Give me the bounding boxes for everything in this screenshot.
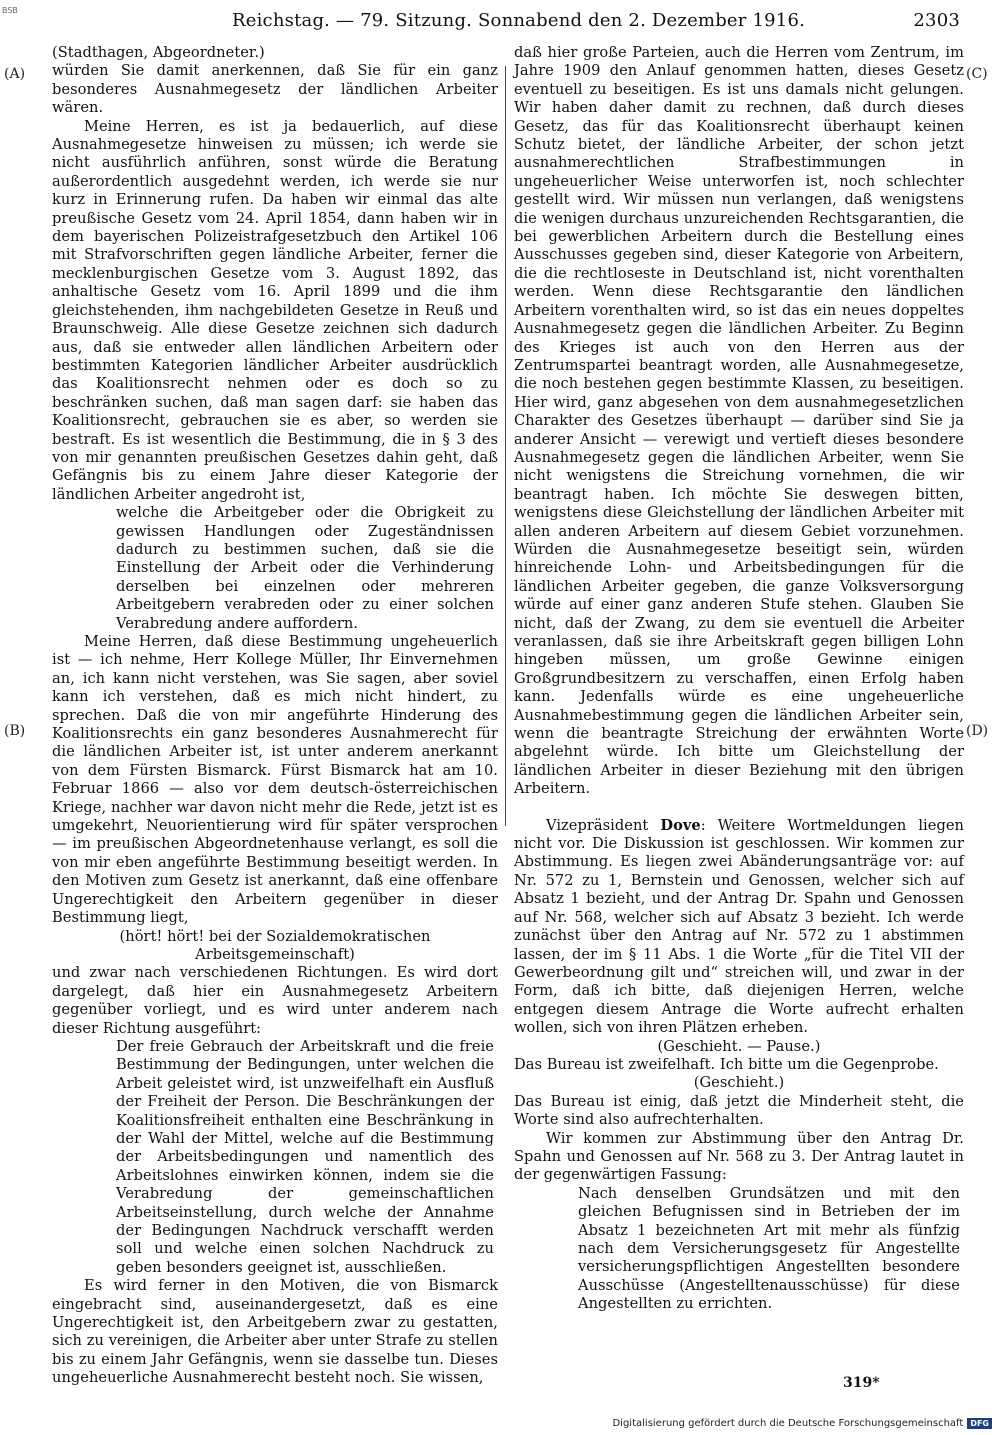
president-statement: [514, 817, 964, 1038]
signature-mark: 319*: [843, 1375, 880, 1391]
left-column: [52, 44, 498, 1388]
header-title: Reichstag. — 79. Sitzung. Sonnabend den 2. Dezember 1916.: [232, 10, 806, 31]
paragraph: Das Bureau ist einig, daß jetzt die Minderheit steht, die Worte sind also aufrechterhalten.: [514, 1092, 964, 1129]
speaker-line: (Stadthagen, Abgeordneter.): [52, 44, 265, 61]
paragraph: Das Bureau ist zweifelhaft. Ich bitte um die Gegenprobe.: [514, 1055, 939, 1073]
margin-marker-a: (A): [4, 66, 26, 82]
library-mark: BSB: [2, 6, 18, 15]
stage-direction: (Geschieht.): [693, 1074, 785, 1092]
block-quote: Der freie Gebrauch der Arbeitskraft und die freie Bestimmung der Bedingungen, unter welchen die Arbeit geleistet wird, ist unzweifelhaft ein Ausfluß der Freiheit der Person. Die Beschränkungen der Koalitionsfreiheit enthalten eine Beschränkung in der Wahl der Mittel, welche auf die Bestimmung der Arbeitsbedingungen und namentlich des Arbeitslohnes einwirken können, indem sie die Verabredung der gemeinschaftlichen Arbeitseinstellung, durch welche der Annahme der Bedingungen Nachdruck verschafft werden soll und welche einen solchen Nachdruck zu geben besonders geeignet ist, ausschließen.: [116, 1037, 494, 1276]
margin-marker-b: (B): [4, 723, 26, 739]
block-quote: welche die Arbeitgeber oder die Obrigkeit zu gewissen Handlungen oder Zugeständnissen dadurch zu bestimmen suchen, daß sie die Einstellung der Arbeit oder die Verhinderung derselben bei einzelnen oder mehreren Arbeitgebern verabreden oder zu einer solchen Verabredung andere auffordern.: [116, 504, 494, 632]
margin-marker-c: (C): [966, 66, 988, 82]
footer-text: Digitalisierung gefördert durch die Deutsche Forschungsgemeinschaft: [612, 1418, 964, 1429]
dfg-logo: DFG: [967, 1418, 992, 1429]
stage-direction: (Geschieht. — Pause.): [657, 1037, 821, 1055]
paragraph: Es wird ferner in den Motiven, die von Bismarck eingebracht sind, auseinandergesetzt, daß es eine Ungerechtigkeit ist, den Arbeitgebern zwar zu gestatten, sich zu vereinigen, die Arbeiter aber unter Strafe zu stellen bis zu einem Jahr Gefängnis, wenn sie dasselbe tun. Dieses ungeheuerliche Ausnahmerecht besteht noch. Sie wissen,: [52, 1277, 498, 1387]
paragraph: und zwar nach verschiedenen Richtungen. Es wird dort dargelegt, daß hier ein Ausnahmegesetz Arbeitern gegenüber vorliegt, und es wird unter anderem nach dieser Richtung ausgeführt:: [52, 964, 498, 1037]
margin-marker-d: (D): [966, 723, 989, 739]
speaker-role: Vizepräsident: [546, 816, 649, 834]
statement-text: : Weitere Wortmeldungen liegen nicht vor. Die Diskussion ist geschlossen. Wir kommen zur Abstimmung. Es liegen zwei Abänderungsanträge vor: auf Nr. 572 zu 1, Bernstein und Genossen, welcher sich auf Absatz 1 bezieht, und der Antrag Dr. Spahn und Genossen auf Nr. 568, welcher sich auf Absatz 3 bezieht. Ich werde zunächst über den Antrag auf Nr. 572 zu 1 abstimmen lassen, der im § 11 Abs. 1 die Worte „für die Titel VII der Gewerbeordnung gilt und“ streichen will, und zwar in der Form, daß ich bitte, daß diejenigen Herren, welche entgegen diesem Antrage die Worte aufrecht erhalten wollen, sich von ihren Plätzen erheben.: [514, 816, 964, 1037]
digitization-note: [612, 1418, 992, 1429]
paragraph: würden Sie damit anerkennen, daß Sie für ein ganz besonderes Ausnahmegesetz der ländlichen Arbeiter wären.: [52, 62, 498, 117]
column-divider: [505, 66, 506, 826]
page-number: 2303: [913, 10, 960, 31]
paragraph: daß hier große Parteien, auch die Herren vom Zentrum, im Jahre 1909 den Anlauf genommen hatten, dieses Gesetz eventuell zu beseitigen. Es ist uns damals nicht gelungen. Wir haben daher damit zu rechnen, daß durch dieses Gesetz, das für das Koalitionsrecht überhaupt keinen Schutz bietet, der ländliche Arbeiter, der schon jetzt ausnahmerechtlichen Strafbestimmungen in ungeheuerlicher Weise unterworfen ist, noch schlechter gestellt wird. Wir müssen nun verlangen, daß wenigstens die wenigen durchaus unzureichenden Rechtsgarantien, die bei gewerblichen Arbeitern durch die Bestellung eines Ausschusses gegeben sind, dieser Kategorie von Arbeitern, die die rechtloseste in Deutschland ist, nicht vorenthalten werden. Wenn diese Rechtsgarantie den ländlichen Arbeitern vorenthalten wird, so ist das ein neues doppeltes Ausnahmegesetz gegen die ländlichen Arbeiter. Zu Beginn des Krieges ist auch von den Herren aus der Zentrumspartei beantragt worden, alle Ausnahmegesetze, die noch bestehen gegen bestimmte Klassen, zu beseitigen. Hier wird, ganz abgesehen von dem ausnahmegesetzlichen Charakter des Gesetzes überhaupt — darüber sind Sie ja anderer Ansicht — verewigt und vertieft dieses besondere Ausnahmegesetz gegen die ländlichen Arbeiter, wenn Sie nicht wenigstens die Streichung vornehmen, die wir beantragt haben. Ich möchte Sie deswegen bitten, wenigstens diese Gleichstellung der ländlichen Arbeiter mit allen anderen Arbeitern auf diesem Gebiet vorzunehmen. Würden die Ausnahmegesetze beseitigt sein, würden hinreichende Lohn- und Arbeitsbedingungen für die ländlichen Arbeiter gegeben, die ganze Volksversorgung würde auf einer ganz anderen Stufe stehen. Glauben Sie nicht, daß der Zwang, zu dem sie eventuell die Arbeiter veranlassen, daß sie ihre Arbeitskraft gegen billigen Lohn hingeben müssen, um große Gewinne einigen Großgrundbesitzern zu verschaffen, einen Erfolg haben kann. Jedenfalls würde es eine ungeheuerliche Ausnahmebestimmung gegen die ländlichen Arbeiter sein, wenn die beantragte Streichung der erwähnten Worte abgelehnt würde. Ich bitte um Gleichstellung der ländlichen Arbeiter in dieser Beziehung mit den übrigen Arbeitern.: [514, 44, 964, 798]
running-header: [232, 10, 960, 36]
speaker-name: Dove: [660, 816, 701, 834]
paragraph: Meine Herren, daß diese Bestimmung ungeheuerlich ist — ich nehme, Herr Kollege Müller, Ihr Einvernehmen an, ich kann nicht verstehen, was Sie sagen, aber soviel kann ich verstehen, daß es mich nicht hindert, zu sprechen. Daß die von mir angeführte Hinderung des Koalitionsrechts ein ganz besonderes Ausnahmerecht für die ländlichen Arbeiter ist, ist unter anderem anerkannt von dem Fürsten Bismarck. Fürst Bismarck hat am 10. Februar 1866 — also vor dem deutsch-österreichischen Kriege, nachher war davon nicht mehr die Rede, jetzt ist es umgekehrt, Neuorientierung wird für später versprochen — im preußischen Abgeordnetenhause verlangt, es soll die von mir eben angeführte Bestimmung beseitigt werden. In den Motiven zum Gesetz ist anerkannt, daß eine offenbare Ungerechtigkeit den Arbeitern gegenüber in dieser Bestimmung liegt,: [52, 633, 498, 927]
interjection: (hört! hört! bei der Sozialdemokratischen Arbeitsgemeinschaft): [119, 927, 431, 963]
block-quote: Nach denselben Grundsätzen und mit den gleichen Befugnissen sind in Betrieben der im Absatz 1 bezeichneten Art mit mehr als fünfzig nach dem Versicherungsgesetz für Angestellte versicherungspflichtigen Angestellten besondere Ausschüsse (Angestelltenausschüsse) für diese Angestellten zu errichten.: [578, 1184, 960, 1313]
paragraph: Meine Herren, es ist ja bedauerlich, auf diese Ausnahmegesetze hinweisen zu müssen; ich werde sie nicht ausführlich anführen, sonst würde die Beratung außerordentlich ausgedehnt werden, ich werde sie nur kurz in Erinnerung rufen. Da haben wir einmal das alte preußische Gesetz vom 24. April 1854, dann haben wir in dem bayerischen Polizeistrafgesetzbuch den Artikel 106 mit Strafvorschriften gegen ländliche Arbeiter, ferner die mecklenburgischen Gesetze vom 3. August 1892, das anhaltische Gesetz vom 16. April 1899 und die ihm gleichstehenden, ihm nachgebildeten Gesetze in Reuß und Braunschweig. Alle diese Gesetze zeichnen sich dadurch aus, daß sie entweder allen ländlichen Arbeitern oder bestimmten Kategorien ländlicher Arbeiter ausdrücklich das Koalitionsrecht nehmen oder es doch so zu beschränken suchen, daß man sagen darf: sie haben das Koalitionsrecht, gebrauchen sie es aber, so werden sie bestraft. Es ist wesentlich die Bestimmung, die in § 3 des von mir genannten preußischen Gesetzes dahin geht, daß Gefängnis bis zu einem Jahre dieser Kategorie der ländlichen Arbeiter angedroht ist,: [52, 117, 498, 503]
paragraph: Wir kommen zur Abstimmung über den Antrag Dr. Spahn und Genossen auf Nr. 568 zu 3. Der Antrag lautet in der gegenwärtigen Fassung:: [514, 1129, 964, 1184]
right-column: [514, 44, 964, 1314]
